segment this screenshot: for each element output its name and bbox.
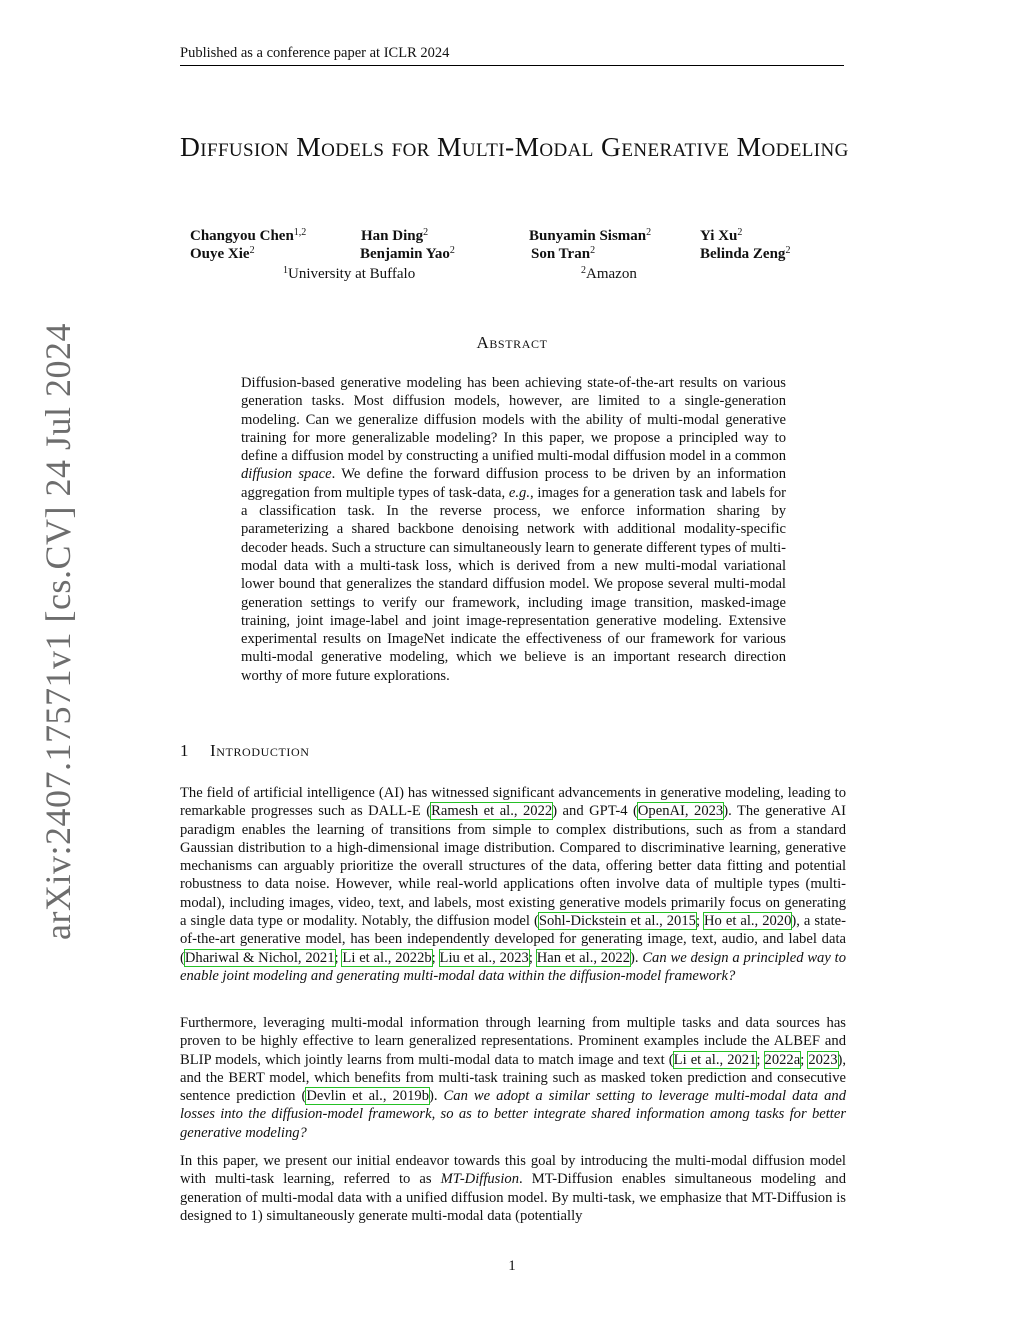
citation-link[interactable]: Han et al., 2022 <box>536 949 630 966</box>
citation-link[interactable]: Ho et al., 2020 <box>704 913 792 930</box>
citation-link[interactable]: Li et al., 2022b <box>342 949 432 966</box>
citation-link[interactable]: Ramesh et al., 2022 <box>431 803 553 820</box>
page-number: 1 <box>508 1258 516 1274</box>
author-name: Han Ding$^2$ <box>361 227 429 244</box>
citation-link[interactable]: Devlin et al., 2019b <box>306 1088 429 1105</box>
paper-title: Diffusion Models for Multi-Modal Generative Modeling <box>180 131 849 162</box>
author-name: Son Tran$^2$ <box>531 245 596 262</box>
arxiv-identifier: arXiv:2407.17571v1 [cs.CV] 24 Jul 2024 <box>38 323 78 940</box>
section-heading <box>180 741 844 761</box>
author-name: Ouye Xie$^2$ <box>190 245 255 262</box>
citation-link[interactable]: 2022a <box>764 1051 801 1068</box>
citation-link[interactable]: Dhariwal & Nichol, 2021 <box>184 949 335 966</box>
paragraph: Furthermore, leveraging multi-modal information through learning from multiple tasks and data sources has proven to be highly effective to learn generalized representations. Prominent examples include the ALBEF and BLIP models, which jointly learns from multi-modal data to match image and text (Li et al., 2021; 2022a; 2023), and the BERT model, which benefits from multi-task training such as masked token prediction and consecutive sentence prediction (Devlin et al., 2019b). Can we adopt a similar setting to leverage multi-modal data and losses into the diffusion-model framework, so as to better integrate shared information among tasks for better generative modeling? <box>180 1015 847 1141</box>
affiliation: $^1$University at Buffalo <box>283 265 416 282</box>
paragraph: The field of artificial intelligence (AI) has witnessed significant advancements in generative modeling, leading to remarkable progresses such as DALL-E (Ramesh et al., 2022) and GPT-4 (OpenAI, 2023). The generative AI paradigm enables the learning of transitions from simple to complex distributions, such as from a standard Gaussian distribution to a high-dimensional image distribution. Compared to discriminative learning, generative mechanisms can arguably prioritize the overall structures of the data, offering better data fitting and potential robustness to data noise. However, while real-world applications often involve data of multiple types (multi-modal), including images, video, text, and labels, most existing generative models primarily focus on generating a single data type or modality. Notably, the diffusion model (Sohl-Dickstein et al., 2015; Ho et al., 2020), a state-of-the-art generative model, has been independently developed for generating image, text, audio, and label data (Dhariwal & Nichol, 2021; Li et al., 2022b; Liu et al., 2023; Han et al., 2022). Can we design a principled way to enable joint modeling and generating multi-modal data within the diffusion-model framework? <box>180 785 846 984</box>
affiliation: $^2$Amazon <box>581 265 637 282</box>
citation-link[interactable]: OpenAI, 2023 <box>637 803 724 820</box>
author-name: Benjamin Yao$^2$ <box>360 245 455 262</box>
author-name: Changyou Chen$^{1,2}$ <box>190 227 307 244</box>
author-block <box>190 227 830 287</box>
abstract-body: Diffusion-based generative modeling has been achieving state-of-the-art results on various generation tasks. Most diffusion models, however, are limited to a single-generation modeling. Can we generalize diffusion models with the ability of multi-modal generative training for more generalizable modeling? In this paper, we propose a principled way to define a diffusion model by constructing a unified multi-modal diffusion model in a common diffusion space. We define the forward diffusion process to be driven by an information aggregation from multiple types of task-data, e.g., images for a generation task and labels for a classification task. In the reverse process, we enforce information sharing by parameterizing a shared backbone denoising network with additional modality-specific decoder heads. Such a structure can simultaneously learn to generate different types of multi-modal data with a multi-task loss, which is derived from a new multi-modal variational lower bound that generalizes the standard diffusion model. We propose several multi-modal generation settings to verify our framework, including image transition, masked-image training, joint image-label and joint image-representation generative modeling. Extensive experimental results on ImageNet indicate the effectiveness of our framework for various multi-modal generative modeling, which we believe is an important research direction worthy of more future explorations. <box>241 375 786 684</box>
citation-link[interactable]: 2023 <box>808 1051 838 1068</box>
running-header: Published as a conference paper at ICLR 2024 <box>180 44 844 66</box>
author-name: Yi Xu$^2$ <box>700 227 743 244</box>
abstract-heading: Abstract <box>476 333 548 352</box>
author-name: Bunyamin Sisman$^2$ <box>529 227 652 244</box>
section-number: 1 <box>180 741 190 760</box>
citation-link[interactable]: Sohl-Dickstein et al., 2015 <box>538 913 696 930</box>
paragraph: In this paper, we present our initial endeavor towards this goal by introducing the multi-modal diffusion model with multi-task learning, referred to as MT-Diffusion. MT-Diffusion enables simultaneous modeling and generation of multi-modal data with a unified diffusion model. By multi-task, we emphasize that MT-Diffusion is designed to 1) simultaneously generate multi-modal data (potentially <box>180 1153 847 1224</box>
section-title: Introduction <box>210 741 310 760</box>
author-name: Belinda Zeng$^2$ <box>700 245 791 262</box>
citation-link[interactable]: Li et al., 2021 <box>673 1051 757 1068</box>
citation-link[interactable]: Liu et al., 2023 <box>439 949 529 966</box>
